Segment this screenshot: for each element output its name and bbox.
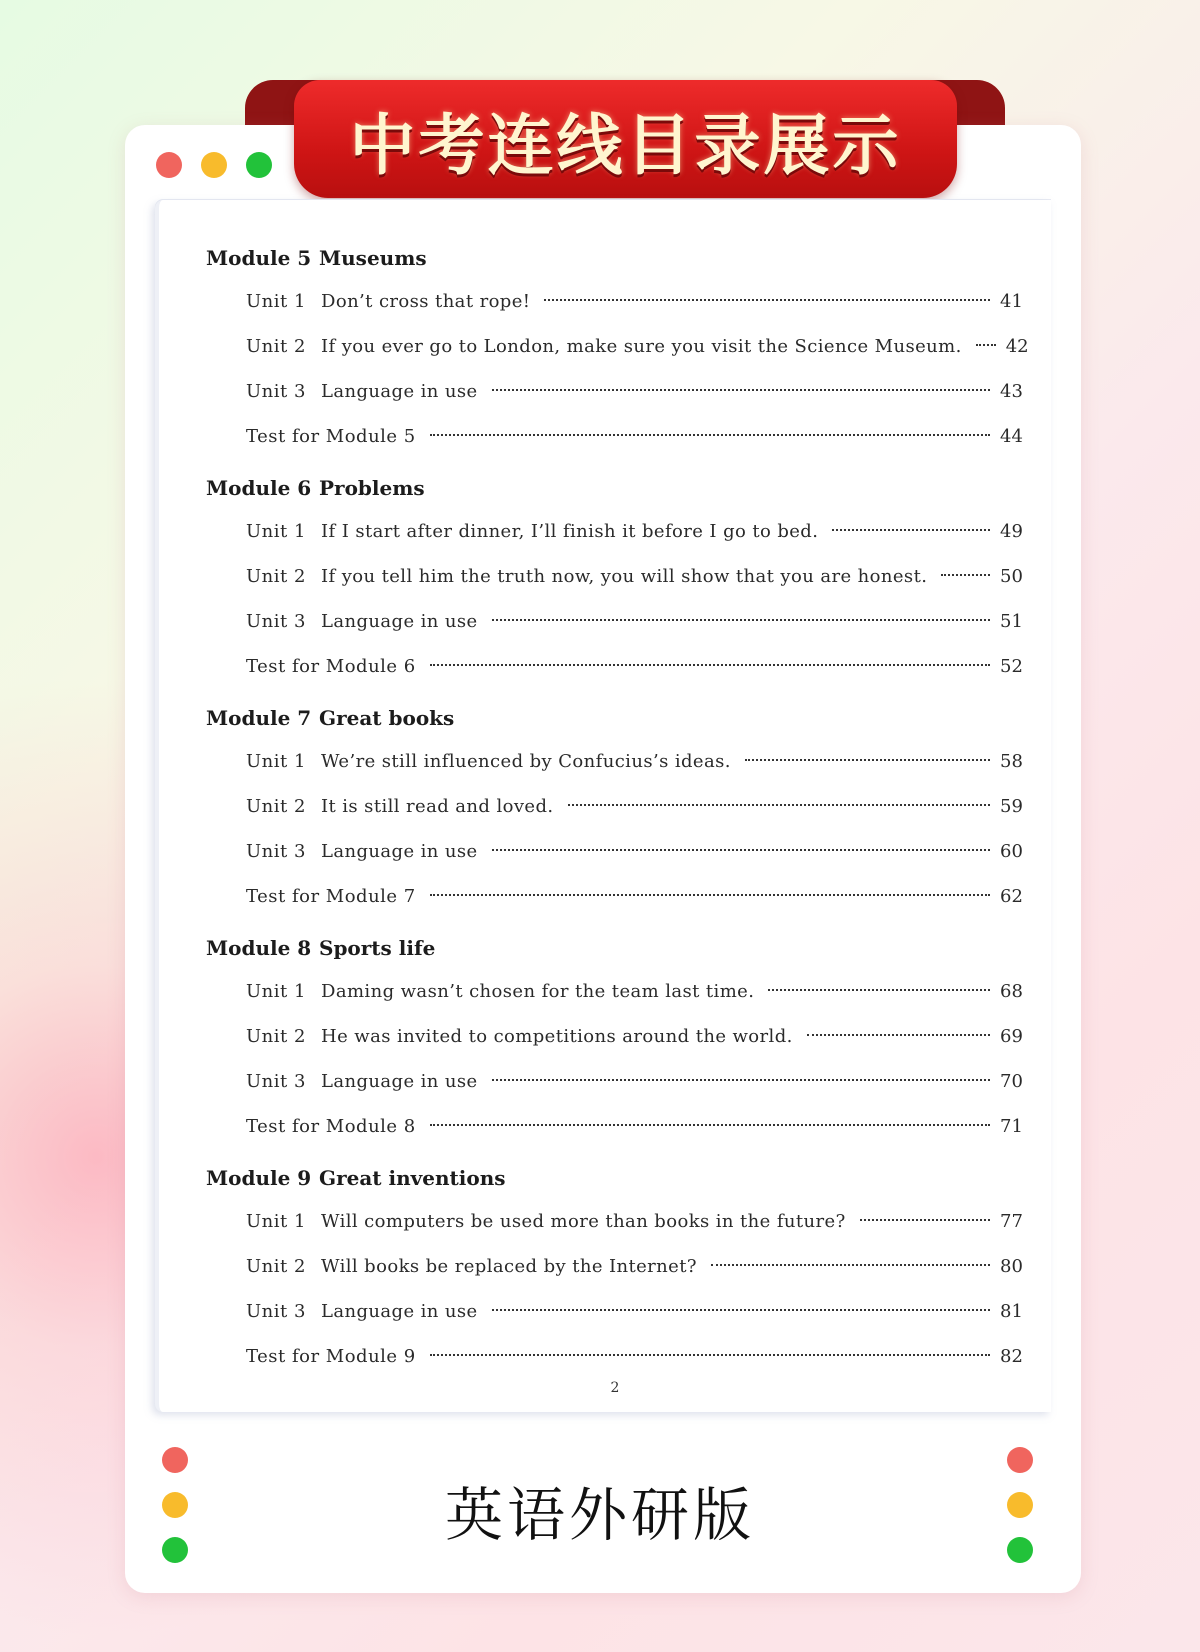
entry-label: Unit 1	[246, 291, 306, 312]
dot-leader	[544, 299, 990, 301]
entry-page-number: 41	[1000, 291, 1023, 312]
dot-leader	[492, 389, 990, 391]
entry-label: Unit 2	[246, 1026, 306, 1047]
module-label: Module 5	[206, 246, 312, 270]
entry-page-number: 70	[1000, 1071, 1023, 1092]
entry-title: It is still read and loved.	[321, 796, 554, 817]
entry-page-number: 71	[1000, 1116, 1023, 1137]
module-name: Problems	[319, 476, 425, 500]
module-heading	[206, 706, 455, 730]
dot-leader	[860, 1219, 990, 1221]
dot-leader	[807, 1034, 990, 1036]
toc-entry[interactable]	[246, 426, 1022, 454]
entry-label: Unit 1	[246, 521, 306, 542]
entry-page-number: 80	[1000, 1256, 1023, 1277]
dot-leader	[430, 894, 990, 896]
entry-page-number: 81	[1000, 1301, 1023, 1322]
entry-title: Will books be replaced by the Internet?	[321, 1256, 697, 1277]
toc-entry[interactable]	[246, 1026, 1022, 1054]
entry-page-number: 52	[1000, 656, 1023, 677]
dot-leader	[492, 1309, 990, 1311]
entry-title: Daming wasn’t chosen for the team last time.	[321, 981, 755, 1002]
entry-page-number: 42	[1005, 336, 1029, 357]
entry-label: Unit 3	[246, 611, 306, 632]
edition-title: 英语外研版	[444, 1481, 755, 1549]
dot-leader	[976, 344, 996, 346]
entry-label: Test for Module 8	[246, 1116, 416, 1137]
entry-page-number: 50	[1000, 566, 1023, 587]
dot-leader	[492, 849, 990, 851]
module-label: Module 8	[206, 936, 312, 960]
entry-page-number: 60	[1000, 841, 1023, 862]
module-heading	[206, 246, 427, 270]
entry-page-number: 58	[1000, 751, 1023, 772]
module-name: Great books	[319, 706, 455, 730]
entry-page-number: 69	[1000, 1026, 1023, 1047]
entry-title: Language in use	[321, 841, 478, 862]
entry-title: Will computers be used more than books in the future?	[321, 1211, 846, 1232]
toc-entry[interactable]	[246, 1301, 1022, 1329]
entry-label: Test for Module 5	[246, 426, 416, 447]
module-label: Module 9	[206, 1166, 312, 1190]
entry-title: If I start after dinner, I’ll finish it before I go to bed.	[321, 521, 819, 542]
toc-entry[interactable]	[246, 566, 1022, 594]
toc-entry[interactable]	[246, 841, 1022, 869]
toc-entry[interactable]	[246, 1256, 1022, 1284]
entry-label: Unit 3	[246, 381, 306, 402]
dot-leader	[745, 759, 990, 761]
entry-title: Don’t cross that rope!	[321, 291, 531, 312]
module-name: Museums	[319, 246, 427, 270]
entry-label: Unit 2	[246, 1256, 306, 1277]
toc-entry[interactable]	[246, 336, 1029, 364]
entry-title: If you ever go to London, make sure you visit the Science Museum.	[321, 336, 962, 357]
header-ribbon	[294, 80, 957, 198]
dot-leader	[430, 434, 990, 436]
minimize-dot-icon	[201, 152, 227, 178]
entry-page-number: 62	[1000, 886, 1023, 907]
dot-leader	[430, 1354, 990, 1356]
entry-page-number: 82	[1000, 1346, 1023, 1367]
module-heading	[206, 476, 425, 500]
toc-entry[interactable]	[246, 886, 1022, 914]
toc-entry[interactable]	[246, 1116, 1022, 1144]
module-heading	[206, 936, 436, 960]
dot-leader	[832, 529, 990, 531]
entry-title: Language in use	[321, 1301, 478, 1322]
page-number: 2	[610, 1380, 620, 1396]
dot-leader	[492, 1079, 990, 1081]
toc-entry[interactable]	[246, 796, 1022, 824]
entry-page-number: 68	[1000, 981, 1023, 1002]
entry-page-number: 49	[1000, 521, 1023, 542]
dot-leader	[711, 1264, 990, 1266]
toc-entry[interactable]	[246, 291, 1022, 319]
module-label: Module 6	[206, 476, 312, 500]
module-name: Great inventions	[319, 1166, 506, 1190]
entry-label: Unit 2	[246, 566, 306, 587]
dot-leader	[568, 804, 990, 806]
dot-leader	[492, 619, 990, 621]
entry-label: Unit 1	[246, 751, 306, 772]
dot-leader	[768, 989, 990, 991]
page-title: 中考连线目录展示	[349, 106, 902, 184]
toc-entry[interactable]	[246, 521, 1022, 549]
entry-page-number: 51	[1000, 611, 1023, 632]
entry-title: We’re still influenced by Confucius’s ideas.	[321, 751, 731, 772]
entry-title: Language in use	[321, 381, 478, 402]
module-label: Module 7	[206, 706, 312, 730]
entry-title: Language in use	[321, 611, 478, 632]
toc-entry[interactable]	[246, 981, 1022, 1009]
entry-label: Test for Module 7	[246, 886, 416, 907]
module-name: Sports life	[319, 936, 436, 960]
toc-entry[interactable]	[246, 1211, 1022, 1239]
toc-entry[interactable]	[246, 1071, 1022, 1099]
entry-page-number: 43	[1000, 381, 1023, 402]
entry-title: He was invited to competitions around the world.	[321, 1026, 793, 1047]
dot-leader	[430, 664, 990, 666]
entry-page-number: 77	[1000, 1211, 1023, 1232]
close-dot-icon	[156, 152, 182, 178]
entry-title: Language in use	[321, 1071, 478, 1092]
dot-leader	[430, 1124, 990, 1126]
entry-title: If you tell him the truth now, you will show that you are honest.	[321, 566, 928, 587]
entry-page-number: 44	[1000, 426, 1023, 447]
module-heading	[206, 1166, 506, 1190]
toc-entry[interactable]	[246, 751, 1022, 779]
entry-page-number: 59	[1000, 796, 1023, 817]
entry-label: Unit 2	[246, 336, 306, 357]
toc-entry[interactable]	[246, 1346, 1022, 1374]
toc-entry[interactable]	[246, 381, 1022, 409]
toc-entry[interactable]	[246, 656, 1022, 684]
entry-label: Unit 3	[246, 1071, 306, 1092]
entry-label: Test for Module 9	[246, 1346, 416, 1367]
entry-label: Unit 2	[246, 796, 306, 817]
entry-label: Test for Module 6	[246, 656, 416, 677]
maximize-dot-icon	[246, 152, 272, 178]
dot-leader	[941, 574, 990, 576]
entry-label: Unit 3	[246, 841, 306, 862]
entry-label: Unit 3	[246, 1301, 306, 1322]
entry-label: Unit 1	[246, 1211, 306, 1232]
toc-entry[interactable]	[246, 611, 1022, 639]
entry-label: Unit 1	[246, 981, 306, 1002]
